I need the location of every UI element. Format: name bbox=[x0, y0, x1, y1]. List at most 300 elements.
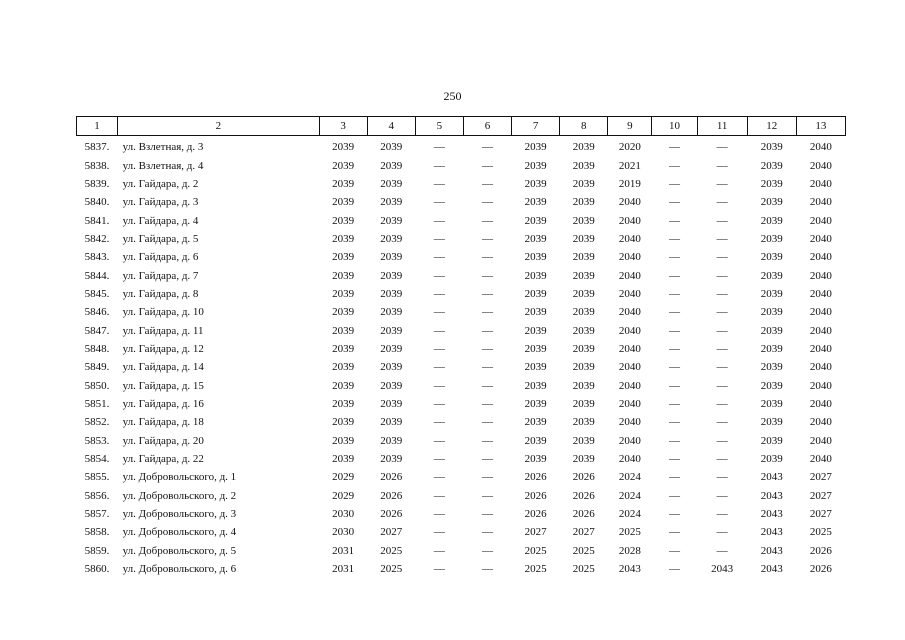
address-cell: ул. Гайдара, д. 6 bbox=[122, 251, 199, 264]
year-cell: 2025 bbox=[524, 544, 547, 557]
year-cell: 2040 bbox=[809, 159, 832, 172]
year-cell: — bbox=[716, 232, 728, 245]
table-row bbox=[77, 542, 846, 560]
year-cell: — bbox=[433, 471, 445, 484]
year-cell: — bbox=[482, 489, 494, 502]
table-row bbox=[77, 156, 846, 174]
year-cell: — bbox=[669, 196, 681, 209]
year-cell: 2040 bbox=[618, 416, 641, 429]
year-cell: 2040 bbox=[618, 434, 641, 447]
year-cell: 2039 bbox=[760, 379, 783, 392]
year-cell: 2039 bbox=[332, 177, 355, 190]
row-number: 5838. bbox=[84, 159, 110, 172]
year-cell: — bbox=[482, 544, 494, 557]
year-cell: — bbox=[669, 342, 681, 355]
year-cell: 2039 bbox=[332, 159, 355, 172]
year-cell: 2040 bbox=[618, 361, 641, 374]
year-cell: 2040 bbox=[618, 214, 641, 227]
year-cell: 2040 bbox=[618, 196, 641, 209]
year-cell: 2039 bbox=[332, 379, 355, 392]
year-cell: — bbox=[716, 177, 728, 190]
row-number: 5850. bbox=[84, 379, 110, 392]
year-cell: — bbox=[669, 379, 681, 392]
year-cell: — bbox=[716, 251, 728, 264]
year-cell: — bbox=[433, 159, 445, 172]
row-number: 5841. bbox=[84, 214, 110, 227]
row-number: 5852. bbox=[84, 416, 110, 429]
year-cell: 2039 bbox=[524, 159, 547, 172]
year-cell: — bbox=[482, 159, 494, 172]
year-cell: 2021 bbox=[618, 159, 641, 172]
table-row bbox=[77, 432, 846, 450]
year-cell: 2039 bbox=[380, 269, 403, 282]
year-cell: — bbox=[716, 361, 728, 374]
year-cell: 2039 bbox=[760, 453, 783, 466]
year-cell: 2040 bbox=[809, 141, 832, 154]
year-cell: — bbox=[482, 141, 494, 154]
address-cell: ул. Добровольского, д. 5 bbox=[122, 544, 237, 557]
year-cell: 2039 bbox=[524, 214, 547, 227]
year-cell: 2043 bbox=[760, 563, 783, 576]
year-cell: — bbox=[669, 159, 681, 172]
year-cell: 2039 bbox=[572, 287, 595, 300]
year-cell: 2025 bbox=[809, 526, 832, 539]
year-cell: — bbox=[433, 544, 445, 557]
year-cell: 2040 bbox=[809, 324, 832, 337]
year-cell: — bbox=[669, 141, 681, 154]
year-cell: 2039 bbox=[760, 141, 783, 154]
year-cell: — bbox=[669, 251, 681, 264]
year-cell: — bbox=[482, 508, 494, 521]
year-cell: 2039 bbox=[760, 159, 783, 172]
year-cell: 2040 bbox=[618, 306, 641, 319]
page-number: 250 bbox=[443, 89, 462, 103]
year-cell: 2040 bbox=[809, 214, 832, 227]
year-cell: — bbox=[669, 544, 681, 557]
year-cell: 2039 bbox=[760, 416, 783, 429]
year-cell: 2027 bbox=[809, 508, 832, 521]
year-cell: 2039 bbox=[380, 232, 403, 245]
year-cell: 2039 bbox=[572, 361, 595, 374]
year-cell: 2040 bbox=[618, 324, 641, 337]
year-cell: 2039 bbox=[760, 196, 783, 209]
row-number: 5846. bbox=[84, 306, 110, 319]
header-row bbox=[77, 117, 846, 136]
year-cell: 2040 bbox=[809, 361, 832, 374]
year-cell: 2027 bbox=[809, 489, 832, 502]
table-row bbox=[77, 136, 846, 157]
year-cell: 2039 bbox=[380, 251, 403, 264]
year-cell: 2030 bbox=[332, 508, 355, 521]
year-cell: 2024 bbox=[618, 508, 641, 521]
year-cell: 2043 bbox=[618, 563, 641, 576]
year-cell: 2040 bbox=[618, 342, 641, 355]
column-header-7: 7 bbox=[512, 117, 560, 136]
year-cell: — bbox=[433, 563, 445, 576]
year-cell: 2039 bbox=[572, 177, 595, 190]
year-cell: 2026 bbox=[524, 471, 547, 484]
table-body bbox=[77, 136, 846, 579]
year-cell: 2029 bbox=[332, 489, 355, 502]
row-number: 5857. bbox=[84, 508, 110, 521]
year-cell: 2040 bbox=[809, 416, 832, 429]
row-number: 5839. bbox=[84, 177, 110, 190]
year-cell: — bbox=[433, 397, 445, 410]
table-row bbox=[77, 358, 846, 376]
year-cell: — bbox=[716, 214, 728, 227]
year-cell: 2026 bbox=[572, 471, 595, 484]
year-cell: 2039 bbox=[524, 397, 547, 410]
year-cell: — bbox=[433, 416, 445, 429]
year-cell: 2039 bbox=[572, 379, 595, 392]
year-cell: 2025 bbox=[572, 544, 595, 557]
year-cell: — bbox=[482, 251, 494, 264]
column-header-10: 10 bbox=[652, 117, 697, 136]
year-cell: 2039 bbox=[332, 397, 355, 410]
year-cell: 2040 bbox=[618, 269, 641, 282]
year-cell: 2040 bbox=[809, 251, 832, 264]
year-cell: — bbox=[482, 306, 494, 319]
year-cell: — bbox=[669, 434, 681, 447]
address-cell: ул. Взлетная, д. 4 bbox=[122, 159, 204, 172]
year-cell: — bbox=[433, 508, 445, 521]
year-cell: 2039 bbox=[524, 342, 547, 355]
year-cell: 2039 bbox=[572, 141, 595, 154]
year-cell: 2039 bbox=[524, 287, 547, 300]
table-row bbox=[77, 285, 846, 303]
table-row bbox=[77, 413, 846, 431]
year-cell: 2039 bbox=[332, 453, 355, 466]
table-row bbox=[77, 175, 846, 193]
registry-table bbox=[76, 116, 846, 578]
address-cell: ул. Гайдара, д. 22 bbox=[122, 453, 204, 466]
year-cell: — bbox=[716, 489, 728, 502]
year-cell: 2039 bbox=[572, 324, 595, 337]
year-cell: — bbox=[669, 489, 681, 502]
year-cell: — bbox=[482, 342, 494, 355]
year-cell: 2039 bbox=[760, 434, 783, 447]
year-cell: 2039 bbox=[380, 397, 403, 410]
year-cell: 2039 bbox=[572, 416, 595, 429]
year-cell: 2026 bbox=[380, 489, 403, 502]
year-cell: 2039 bbox=[524, 251, 547, 264]
year-cell: 2026 bbox=[572, 489, 595, 502]
row-number: 5855. bbox=[84, 471, 110, 484]
year-cell: 2040 bbox=[618, 232, 641, 245]
year-cell: 2040 bbox=[809, 269, 832, 282]
year-cell: — bbox=[716, 324, 728, 337]
year-cell: 2039 bbox=[332, 342, 355, 355]
year-cell: — bbox=[669, 287, 681, 300]
address-cell: ул. Гайдара, д. 20 bbox=[122, 434, 204, 447]
address-cell: ул. Гайдара, д. 3 bbox=[122, 196, 199, 209]
year-cell: 2040 bbox=[809, 306, 832, 319]
column-header-5: 5 bbox=[415, 117, 463, 136]
year-cell: 2040 bbox=[809, 379, 832, 392]
year-cell: 2025 bbox=[380, 544, 403, 557]
year-cell: — bbox=[716, 196, 728, 209]
year-cell: 2026 bbox=[524, 489, 547, 502]
year-cell: — bbox=[669, 324, 681, 337]
year-cell: 2039 bbox=[524, 141, 547, 154]
row-number: 5840. bbox=[84, 196, 110, 209]
year-cell: 2039 bbox=[760, 324, 783, 337]
column-header-12: 12 bbox=[747, 117, 796, 136]
year-cell: — bbox=[716, 434, 728, 447]
year-cell: 2039 bbox=[572, 196, 595, 209]
year-cell: — bbox=[433, 232, 445, 245]
row-number: 5837. bbox=[84, 141, 110, 154]
year-cell: — bbox=[716, 306, 728, 319]
table-row bbox=[77, 340, 846, 358]
address-cell: ул. Гайдара, д. 2 bbox=[122, 177, 199, 190]
year-cell: 2039 bbox=[572, 232, 595, 245]
year-cell: — bbox=[482, 196, 494, 209]
year-cell: 2039 bbox=[524, 306, 547, 319]
table-row bbox=[77, 321, 846, 339]
year-cell: — bbox=[669, 232, 681, 245]
row-number: 5844. bbox=[84, 269, 110, 282]
year-cell: — bbox=[716, 508, 728, 521]
year-cell: — bbox=[482, 563, 494, 576]
year-cell: 2040 bbox=[809, 342, 832, 355]
year-cell: 2039 bbox=[380, 324, 403, 337]
address-cell: ул. Добровольского, д. 1 bbox=[122, 471, 237, 484]
year-cell: — bbox=[433, 196, 445, 209]
row-number: 5860. bbox=[84, 563, 110, 576]
year-cell: 2039 bbox=[332, 361, 355, 374]
year-cell: — bbox=[716, 544, 728, 557]
year-cell: — bbox=[433, 214, 445, 227]
year-cell: — bbox=[716, 141, 728, 154]
year-cell: 2039 bbox=[332, 141, 355, 154]
table-row bbox=[77, 450, 846, 468]
year-cell: 2039 bbox=[572, 434, 595, 447]
address-cell: ул. Гайдара, д. 5 bbox=[122, 232, 199, 245]
year-cell: — bbox=[669, 563, 681, 576]
table-row bbox=[77, 468, 846, 486]
year-cell: 2039 bbox=[524, 177, 547, 190]
year-cell: 2040 bbox=[809, 177, 832, 190]
year-cell: — bbox=[716, 453, 728, 466]
year-cell: 2031 bbox=[332, 563, 355, 576]
address-cell: ул. Взлетная, д. 3 bbox=[122, 141, 204, 154]
year-cell: 2039 bbox=[760, 361, 783, 374]
year-cell: 2039 bbox=[332, 306, 355, 319]
column-header-9: 9 bbox=[608, 117, 652, 136]
year-cell: 2040 bbox=[809, 453, 832, 466]
year-cell: 2039 bbox=[572, 453, 595, 466]
year-cell: 2040 bbox=[809, 196, 832, 209]
year-cell: 2039 bbox=[380, 416, 403, 429]
year-cell: 2026 bbox=[809, 544, 832, 557]
year-cell: 2039 bbox=[572, 159, 595, 172]
year-cell: 2039 bbox=[380, 177, 403, 190]
year-cell: 2028 bbox=[618, 544, 641, 557]
year-cell: — bbox=[716, 379, 728, 392]
row-number: 5859. bbox=[84, 544, 110, 557]
year-cell: 2040 bbox=[618, 251, 641, 264]
table-row bbox=[77, 376, 846, 394]
year-cell: 2039 bbox=[332, 196, 355, 209]
year-cell: 2039 bbox=[760, 177, 783, 190]
year-cell: 2039 bbox=[332, 287, 355, 300]
year-cell: 2043 bbox=[760, 508, 783, 521]
year-cell: — bbox=[482, 379, 494, 392]
column-header-8: 8 bbox=[560, 117, 608, 136]
table-row bbox=[77, 505, 846, 523]
year-cell: — bbox=[482, 324, 494, 337]
year-cell: — bbox=[433, 306, 445, 319]
year-cell: 2039 bbox=[524, 379, 547, 392]
year-cell: — bbox=[482, 177, 494, 190]
address-cell: ул. Гайдара, д. 15 bbox=[122, 379, 204, 392]
column-header-4: 4 bbox=[367, 117, 415, 136]
year-cell: 2039 bbox=[380, 453, 403, 466]
year-cell: — bbox=[482, 287, 494, 300]
year-cell: 2039 bbox=[572, 306, 595, 319]
year-cell: 2039 bbox=[524, 324, 547, 337]
year-cell: 2039 bbox=[380, 214, 403, 227]
table-row bbox=[77, 193, 846, 211]
year-cell: — bbox=[433, 526, 445, 539]
row-number: 5845. bbox=[84, 287, 110, 300]
address-cell: ул. Гайдара, д. 16 bbox=[122, 397, 204, 410]
row-number: 5856. bbox=[84, 489, 110, 502]
year-cell: — bbox=[669, 177, 681, 190]
table-row bbox=[77, 303, 846, 321]
year-cell: 2039 bbox=[332, 416, 355, 429]
address-cell: ул. Добровольского, д. 3 bbox=[122, 508, 237, 521]
year-cell: — bbox=[433, 434, 445, 447]
year-cell: 2031 bbox=[332, 544, 355, 557]
table-row bbox=[77, 560, 846, 578]
year-cell: 2024 bbox=[618, 471, 641, 484]
year-cell: 2026 bbox=[572, 508, 595, 521]
table-row bbox=[77, 211, 846, 229]
table-row bbox=[77, 487, 846, 505]
year-cell: — bbox=[433, 287, 445, 300]
year-cell: 2039 bbox=[380, 361, 403, 374]
table-row bbox=[77, 523, 846, 541]
year-cell: 2039 bbox=[332, 269, 355, 282]
year-cell: — bbox=[482, 434, 494, 447]
year-cell: 2039 bbox=[380, 306, 403, 319]
year-cell: — bbox=[433, 269, 445, 282]
year-cell: 2040 bbox=[618, 287, 641, 300]
year-cell: 2040 bbox=[809, 287, 832, 300]
year-cell: — bbox=[433, 342, 445, 355]
year-cell: 2039 bbox=[332, 434, 355, 447]
year-cell: — bbox=[669, 526, 681, 539]
year-cell: 2043 bbox=[760, 526, 783, 539]
row-number: 5853. bbox=[84, 434, 110, 447]
column-header-13: 13 bbox=[796, 117, 845, 136]
year-cell: — bbox=[482, 214, 494, 227]
row-number: 5858. bbox=[84, 526, 110, 539]
address-cell: ул. Добровольского, д. 4 bbox=[122, 526, 237, 539]
year-cell: 2039 bbox=[332, 214, 355, 227]
year-cell: 2039 bbox=[760, 214, 783, 227]
year-cell: — bbox=[716, 397, 728, 410]
year-cell: 2025 bbox=[618, 526, 641, 539]
year-cell: 2040 bbox=[618, 397, 641, 410]
address-cell: ул. Гайдара, д. 14 bbox=[122, 361, 204, 374]
year-cell: 2039 bbox=[332, 232, 355, 245]
year-cell: 2039 bbox=[524, 269, 547, 282]
year-cell: — bbox=[433, 453, 445, 466]
year-cell: — bbox=[433, 324, 445, 337]
column-header-1: 1 bbox=[77, 117, 118, 136]
year-cell: 2043 bbox=[760, 489, 783, 502]
address-cell: ул. Гайдара, д. 10 bbox=[122, 306, 204, 319]
year-cell: 2039 bbox=[380, 434, 403, 447]
year-cell: 2039 bbox=[380, 196, 403, 209]
year-cell: 2039 bbox=[760, 342, 783, 355]
year-cell: — bbox=[433, 251, 445, 264]
column-header-2: 2 bbox=[118, 117, 320, 136]
year-cell: 2039 bbox=[332, 251, 355, 264]
year-cell: 2024 bbox=[618, 489, 641, 502]
year-cell: 2039 bbox=[380, 342, 403, 355]
year-cell: — bbox=[482, 397, 494, 410]
year-cell: — bbox=[669, 306, 681, 319]
row-number: 5843. bbox=[84, 251, 110, 264]
column-header-3: 3 bbox=[319, 117, 367, 136]
year-cell: 2039 bbox=[380, 159, 403, 172]
year-cell: 2026 bbox=[380, 471, 403, 484]
year-cell: 2039 bbox=[380, 141, 403, 154]
address-cell: ул. Добровольского, д. 2 bbox=[122, 489, 237, 502]
address-cell: ул. Гайдара, д. 11 bbox=[122, 324, 204, 337]
year-cell: 2040 bbox=[809, 232, 832, 245]
year-cell: — bbox=[433, 379, 445, 392]
year-cell: 2039 bbox=[380, 379, 403, 392]
year-cell: — bbox=[482, 471, 494, 484]
address-cell: ул. Гайдара, д. 18 bbox=[122, 416, 204, 429]
year-cell: 2026 bbox=[524, 508, 547, 521]
year-cell: — bbox=[482, 416, 494, 429]
year-cell: 2043 bbox=[760, 471, 783, 484]
year-cell: 2039 bbox=[524, 453, 547, 466]
year-cell: 2039 bbox=[760, 269, 783, 282]
address-cell: ул. Гайдара, д. 4 bbox=[122, 214, 199, 227]
table-row bbox=[77, 266, 846, 284]
year-cell: 2027 bbox=[524, 526, 547, 539]
row-number: 5847. bbox=[84, 324, 110, 337]
year-cell: — bbox=[669, 361, 681, 374]
year-cell: 2039 bbox=[760, 287, 783, 300]
year-cell: 2039 bbox=[524, 361, 547, 374]
year-cell: — bbox=[482, 232, 494, 245]
year-cell: 2025 bbox=[380, 563, 403, 576]
address-cell: ул. Гайдара, д. 7 bbox=[122, 269, 199, 282]
year-cell: 2040 bbox=[618, 453, 641, 466]
year-cell: 2040 bbox=[809, 397, 832, 410]
year-cell: — bbox=[433, 177, 445, 190]
year-cell: 2026 bbox=[809, 563, 832, 576]
year-cell: 2039 bbox=[524, 196, 547, 209]
year-cell: 2027 bbox=[809, 471, 832, 484]
year-cell: — bbox=[433, 361, 445, 374]
year-cell: — bbox=[669, 269, 681, 282]
year-cell: 2039 bbox=[572, 214, 595, 227]
year-cell: 2039 bbox=[524, 416, 547, 429]
year-cell: — bbox=[482, 453, 494, 466]
year-cell: 2039 bbox=[572, 251, 595, 264]
address-cell: ул. Гайдара, д. 12 bbox=[122, 342, 204, 355]
year-cell: — bbox=[716, 471, 728, 484]
